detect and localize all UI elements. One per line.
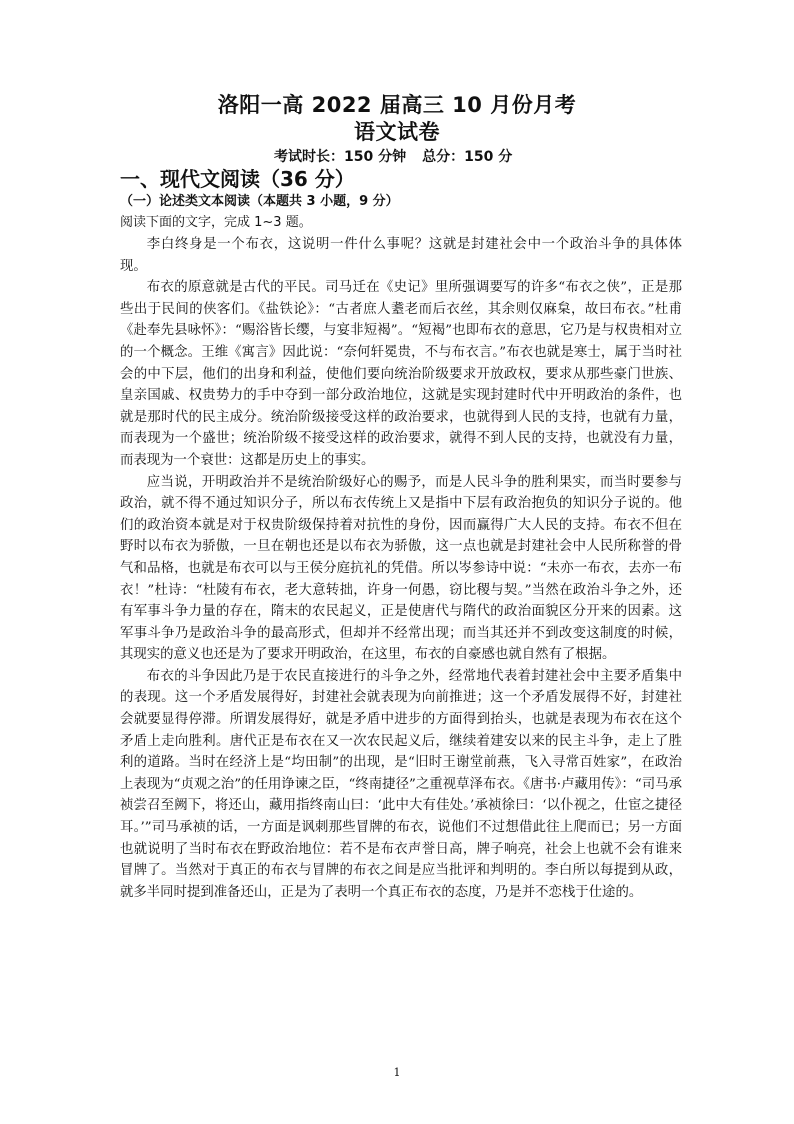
exam-info [274, 148, 512, 166]
total-score: 总分：150 分 [422, 149, 513, 165]
exam-time: 考试时长：150 分钟 [274, 149, 407, 165]
exam-subtitle: 语文试卷 [354, 120, 440, 144]
passage-paragraph-1: 李白终身是一个布衣，这说明一件什么事呢？这就是封建社会中一个政治斗争的具体体现。 [120, 237, 682, 274]
reading-passage [120, 234, 682, 903]
page-number: 1 [393, 1066, 401, 1079]
exam-title: 洛阳一高 2022 届高三 10 月份月考 [217, 93, 577, 117]
passage-paragraph-3: 应当说，开明政治并不是统治阶级好心的赐予，而是人民斗争的胜利果实，而当时要参与政治，就不得不通过知识分子，所以布衣传统上又是指中下层有政治抱负的知识分子说的。他们的政治资本就是对于权贵阶级保持着对抗性的身份，因而赢得广大人民的支持。布衣不但在野时以布衣为骄傲，一旦在朝也还是以布衣为骄傲，这一点也就是封建社会中人民所称誉的骨气和品格，也就是布衣可以与王侯分庭抗礼的凭借。所以岑参诗中说：“未亦一布衣，去亦一布衣！”杜诗：“杜陵有布衣，老大意转拙，许身一何愚，窃比稷与契。”当然在政治斗争之外，还有军事斗争力量的存在，隋末的农民起义，正是使唐代与隋代的政治面貌区分开来的因素。这军事斗争乃是政治斗争的最高形式，但却并不经常出现；而当其还并不到改变这制度的时候，其现实的意义也还是为了要求开明政治，在这里，布衣的自豪感也就自然有了根据。 [120, 474, 682, 663]
passage-paragraph-4: 布衣的斗争因此乃是于农民直接进行的斗争之外，经常地代表着封建社会中主要矛盾集中的表现。这一个矛盾发展得好，封建社会就表现为向前推进；这一个矛盾发展得不好，封建社会就要显得停滞。所谓发展得好，就是矛盾中进步的方面得到抬头，也就是表现为布衣在这个矛盾上走向胜利。唐代正是布衣在又一次农民起义后，继续着建安以来的民主斗争，走上了胜利的道路。当时在经济上是“均田制”的出现，是“旧时王谢堂前燕，飞入寻常百姓家”，在政治上表现为“贞观之治”的任用诤谏之臣，“终南捷径”之重视草泽布衣。《唐书·卢藏用传》：“司马承祯尝召至阙下，将还山，藏用指终南山曰：‘此中大有佳处。’承祯徐曰：‘以仆视之，仕宦之捷径耳。’”司马承祯的话，一方面是讽刺那些冒牌的布衣，说他们不过想借此往上爬而已；另一方面也就说明了当时布衣在野政治地位：若不是布衣声誉日高，牌子响亮，社会上也就不会有谁来冒牌了。当然对于真正的布衣与冒牌的布衣之间是应当批评和判明的。李白所以每提到从政，就多半同时提到准备还山，正是为了表明一个真正布衣的态度，乃是并不恋栈于仕途的。 [120, 668, 682, 900]
section-heading: 一、现代文阅读（36 分） [120, 167, 355, 191]
reading-instruction: 阅读下面的文字，完成 1~3 题。 [120, 215, 312, 230]
section-subheading: （一）论述类文本阅读（本题共 3 小题，9 分） [120, 194, 399, 209]
passage-paragraph-2: 布衣的原意就是古代的平民。司马迁在《史记》里所强调要写的许多“布衣之侠”，正是那些出于民间的侠客们。《盐铁论》：“古者庶人耋老而后衣丝，其余则仅麻枲，故曰布衣。”杜甫《赴奉先县咏怀》：“赐浴皆长缨，与宴非短褐”。“短褐”也即布衣的意思，它乃是与权贵相对立的一个概念。王维《寓言》因此说：“奈何轩冕贵，不与布衣言。”布衣也就是寒士，属于当时社会的中下层，他们的出身和利益，使他们要向统治阶级要求开放政权，要求从那些豪门世族、皇亲国戚、权贵势力的手中夺到一部分政治地位，这就是实现封建时代中开明政治的条件，也就是那时代的民主成分。统治阶级接受这样的政治要求，也就得到人民的支持，也就有力量，而表现为一个盛世；统治阶级不接受这样的政治要求，就得不到人民的支持，也就没有力量，而表现为一个衰世：这都是历史上的事实。 [120, 280, 682, 468]
